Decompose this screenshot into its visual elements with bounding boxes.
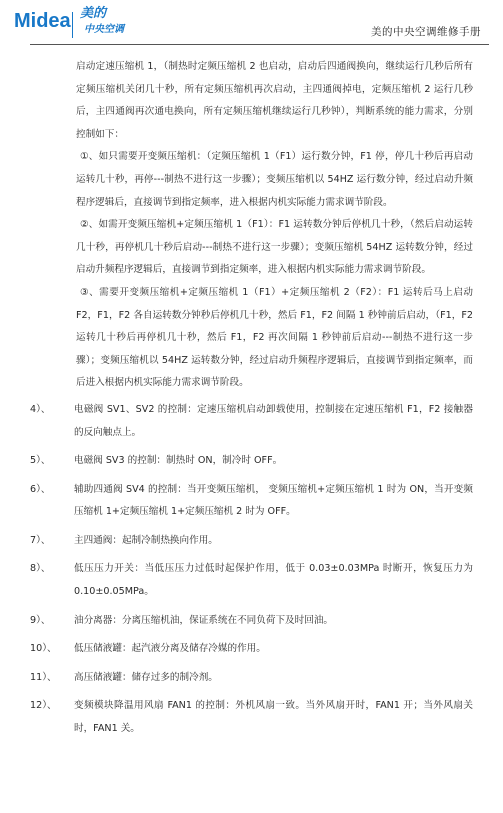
list-item-11 <box>30 667 473 690</box>
manual-title: 美的中央空调维修手册 <box>371 26 481 38</box>
item-number: 7）、 <box>30 534 51 546</box>
item-text: 电磁阀 SV3 的控制：制热时 ON，制冷时 OFF。 <box>74 455 283 467</box>
item-number: 6）、 <box>30 483 51 495</box>
logo-divider <box>72 12 73 38</box>
item-text: 低压压力开关：当低压压力过低时起保护作用，低于 0.03±0.03MPa 时断开，恢复压力为 0.10±0.05MPa。 <box>74 563 473 598</box>
list-item-7 <box>30 530 473 553</box>
item-number: 5）、 <box>30 455 51 467</box>
item-number: 11）、 <box>30 671 57 683</box>
item-text: 高压储液罐：储存过多的制冷剂。 <box>74 671 218 683</box>
document-body <box>0 56 503 741</box>
logo-cn-main: 美的 <box>80 6 107 21</box>
midea-cn-logo <box>80 7 124 37</box>
item-number: 8）、 <box>30 563 51 575</box>
item-text: 辅助四通阀 SV4 的控制：当开变频压缩机， 变频压缩机+定频压缩机 1 时为 ON，当开变频压缩机 1+定频压缩机 1+定频压缩机 2 时为 OFF。 <box>74 483 473 518</box>
paragraph-startup: 启动定速压缩机 1，（制热时定频压缩机 2 也启动，启动后四通阀换向，继续运行几秒后所有定频压缩机关闭几十秒，所有定频压缩机再次启动，主四通阀掉电，定频压缩机 2 运行几秒后，主四通阀再次通电换向，所有定频压缩机继续运行几秒钟），判断系统的能力需求，分别控制如下： <box>76 61 473 140</box>
header-rule <box>30 44 489 45</box>
paragraph-case-1: ①、如只需要开变频压缩机：（定频压缩机 1（F1）运行数分钟，F1 停，停几十秒后再启动运转几十秒，再停---制热不进行这一步骤）；变频压缩机以 54HZ 运行数分钟，经过启动升频程序逻辑后，直接调节到指定频率，进入根据内机实际能力需求调节阶段。 <box>76 151 473 208</box>
list-item-12 <box>30 695 473 740</box>
item-number: 12）、 <box>30 700 57 712</box>
list-item-10 <box>30 638 473 661</box>
item-number: 4）、 <box>30 403 51 415</box>
list-item-6 <box>30 479 473 524</box>
item-number: 10）、 <box>30 643 57 655</box>
item-text: 变频模块降温用风扇 FAN1 的控制：外机风扇一致。当外风扇开时，FAN1 开；当外风扇关时，FAN1 关。 <box>74 700 473 735</box>
page-header <box>0 0 503 48</box>
item-text: 电磁阀 SV1、SV2 的控制：定速压缩机启动卸载使用，控制接在定速压缩机 F1，F2 接触器的反向触点上。 <box>74 403 473 438</box>
list-item-4 <box>30 399 473 444</box>
paragraph-case-3: ③、需要开变频压缩机+定频压缩机 1（F1）+定频压缩机 2（F2）：F1 运转后马上启动 F2，F1，F2 各自运转数分钟秒后停机几十秒，然后 F1，F2 间隔 1 秒钟前后启动，（F1，F2 运转几十秒后再停机几十秒，然后 F1，F2 再次间隔 1 秒钟前后启动---制热不进行这一步骤）；变频压缩机以 54HZ 运转数分钟，经过启动升频程序逻辑后，直接调节到指定频率，而后进入根据内机实际能力需求调节阶段。 <box>76 286 473 389</box>
logo-cn-sub: 中央空调 <box>84 24 124 35</box>
paragraph-case-2: ②、如需开变频压缩机+定频压缩机 1（F1）：F1 运转数分钟后停机几十秒，（然后启动运转几十秒，再停机几十秒后启动---制热不进行这一步骤）；变频压缩机 54HZ 运转数分钟，经过启动升频程序逻辑后，直接调节到指定频率，进入根据内机实际能力需求调节阶段。 <box>76 219 473 276</box>
item-number: 9）、 <box>30 614 51 626</box>
midea-logo: Midea <box>14 10 71 32</box>
list-item-9 <box>30 610 473 633</box>
item-text: 主四通阀：起制冷制热换向作用。 <box>74 534 218 546</box>
item-text: 低压储液罐：起汽液分离及储存冷媒的作用。 <box>74 643 266 655</box>
list-item-5 <box>30 450 473 473</box>
item-text: 油分离器：分离压缩机油，保证系统在不同负荷下及时回油。 <box>74 614 334 626</box>
list-item-8 <box>30 558 473 603</box>
